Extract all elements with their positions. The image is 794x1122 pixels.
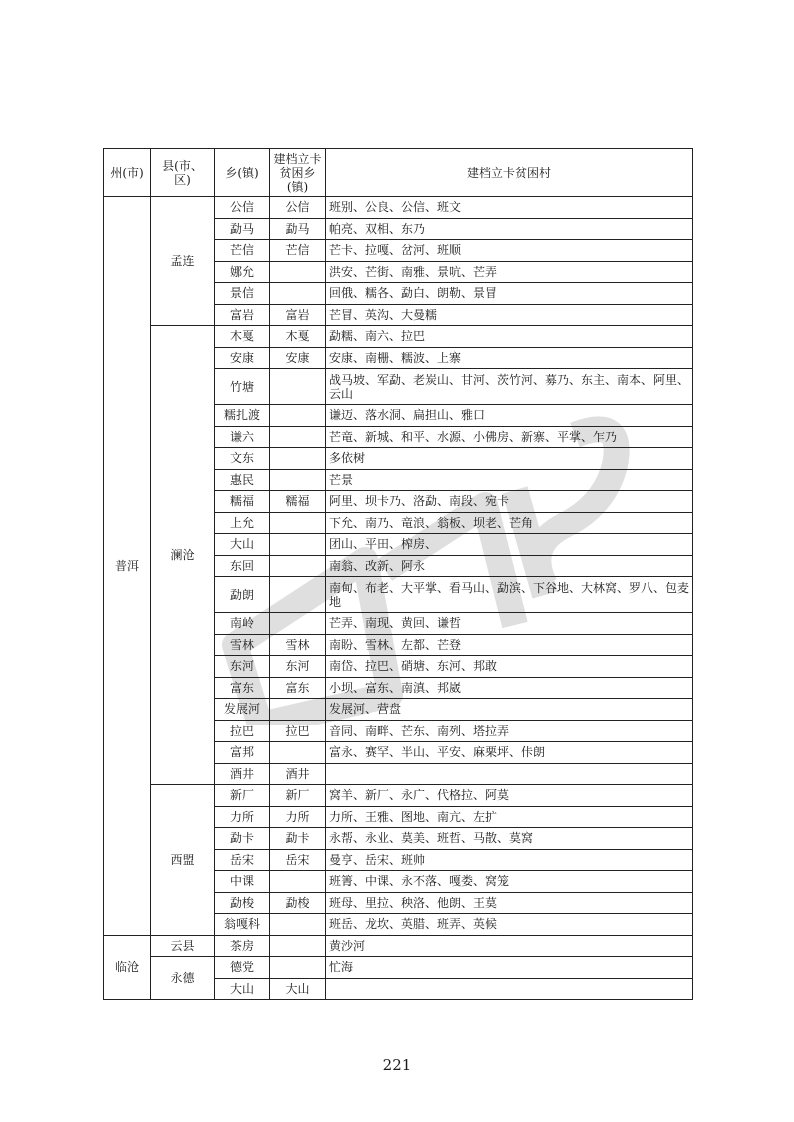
filed-village-cell: 黄沙河 — [326, 935, 693, 957]
filed-township-cell — [270, 613, 326, 635]
filed-village-cell: 永帮、永业、莫美、班哲、马散、莫窝 — [326, 828, 693, 850]
filed-village-cell: 下允、南乃、竜浪、翁板、坝老、芒角 — [326, 512, 693, 534]
township-cell: 力所 — [215, 806, 270, 828]
township-cell: 芒信 — [215, 240, 270, 262]
township-cell: 茶房 — [215, 935, 270, 957]
filed-township-cell — [270, 699, 326, 721]
filed-village-cell: 芒景 — [326, 469, 693, 491]
township-cell: 富岩 — [215, 304, 270, 326]
filed-township-cell: 糯福 — [270, 491, 326, 513]
filed-village-cell: 发展河、营盘 — [326, 699, 693, 721]
filed-village-cell: 帕亮、双相、东乃 — [326, 218, 693, 240]
filed-township-cell: 酒井 — [270, 763, 326, 785]
filed-township-cell — [270, 742, 326, 764]
county-cell: 孟连 — [151, 197, 215, 326]
header-prefecture: 州(市) — [104, 149, 151, 197]
filed-township-cell — [270, 914, 326, 936]
filed-township-cell: 富岩 — [270, 304, 326, 326]
filed-village-cell: 曼亨、岳宋、班帅 — [326, 849, 693, 871]
township-cell: 发展河 — [215, 699, 270, 721]
county-cell: 云县 — [151, 935, 215, 957]
filed-village-cell: 南翁、改新、阿永 — [326, 555, 693, 577]
township-cell: 文东 — [215, 448, 270, 470]
filed-township-cell: 勐马 — [270, 218, 326, 240]
filed-village-cell: 南岱、拉巴、硝塘、东河、邦敢 — [326, 656, 693, 678]
filed-township-cell — [270, 577, 326, 613]
filed-township-cell — [270, 405, 326, 427]
township-cell: 娜允 — [215, 261, 270, 283]
township-cell: 雪林 — [215, 634, 270, 656]
filed-township-cell: 大山 — [270, 978, 326, 1000]
township-cell: 惠民 — [215, 469, 270, 491]
township-cell: 勐卡 — [215, 828, 270, 850]
county-cell: 澜沧 — [151, 326, 215, 785]
filed-village-cell: 富永、赛罕、半山、平安、麻栗坪、佧朗 — [326, 742, 693, 764]
township-cell: 新厂 — [215, 785, 270, 807]
table-header-row — [104, 149, 693, 197]
filed-village-cell: 芒冒、英沟、大曼糯 — [326, 304, 693, 326]
filed-village-cell: 南甸、布老、大平掌、看马山、勐滨、下谷地、大林窝、罗八、包麦地 — [326, 577, 693, 613]
township-cell: 公信 — [215, 197, 270, 219]
township-cell: 上允 — [215, 512, 270, 534]
filed-village-cell: 芒卡、拉嘎、岔河、班顺 — [326, 240, 693, 262]
filed-township-cell: 东河 — [270, 656, 326, 678]
page-number: 221 — [382, 1056, 412, 1074]
township-cell: 大山 — [215, 534, 270, 556]
filed-village-cell: 班别、公良、公信、班文 — [326, 197, 693, 219]
filed-village-cell: 战马坡、军勐、老炭山、甘河、茨竹河、募乃、东主、南本、阿里、云山 — [326, 369, 693, 405]
county-cell: 永德 — [151, 957, 215, 1000]
table-row — [104, 197, 693, 219]
filed-village-cell: 安康、南栅、糯波、上寨 — [326, 347, 693, 369]
prefecture-cell: 普洱 — [104, 197, 151, 936]
filed-village-cell: 回俄、糯各、勐白、朗勒、景冒 — [326, 283, 693, 305]
filed-village-cell: 班箐、中课、永不落、嘎娄、窝笼 — [326, 871, 693, 893]
township-cell: 糯扎渡 — [215, 405, 270, 427]
filed-village-cell: 力所、王雅、图地、南亢、左扩 — [326, 806, 693, 828]
filed-township-cell: 木戛 — [270, 326, 326, 348]
filed-township-cell: 岳宋 — [270, 849, 326, 871]
filed-village-cell: 多依树 — [326, 448, 693, 470]
township-cell: 大山 — [215, 978, 270, 1000]
township-cell: 酒井 — [215, 763, 270, 785]
filed-village-cell: 忙海 — [326, 957, 693, 979]
filed-township-cell — [270, 871, 326, 893]
filed-village-cell — [326, 978, 693, 1000]
township-cell: 谦六 — [215, 426, 270, 448]
header-filed-village: 建档立卡贫困村 — [326, 149, 693, 197]
filed-township-cell: 芒信 — [270, 240, 326, 262]
filed-township-cell — [270, 369, 326, 405]
township-cell: 南岭 — [215, 613, 270, 635]
township-cell: 中课 — [215, 871, 270, 893]
filed-township-cell — [270, 555, 326, 577]
filed-township-cell: 雪林 — [270, 634, 326, 656]
filed-township-cell — [270, 426, 326, 448]
filed-village-cell: 勐糯、南六、拉巴 — [326, 326, 693, 348]
filed-village-cell: 南盼、雪林、左都、芒登 — [326, 634, 693, 656]
filed-township-cell: 勐梭 — [270, 892, 326, 914]
filed-village-cell: 团山、平田、榨房、 — [326, 534, 693, 556]
township-cell: 糯福 — [215, 491, 270, 513]
filed-township-cell: 安康 — [270, 347, 326, 369]
header-township: 乡(镇) — [215, 149, 270, 197]
filed-township-cell: 勐卡 — [270, 828, 326, 850]
township-cell: 东河 — [215, 656, 270, 678]
filed-township-cell — [270, 283, 326, 305]
township-cell: 勐朗 — [215, 577, 270, 613]
township-cell: 东回 — [215, 555, 270, 577]
prefecture-cell: 临沧 — [104, 935, 151, 1000]
table-body — [104, 197, 693, 1000]
township-cell: 勐马 — [215, 218, 270, 240]
filed-township-cell — [270, 935, 326, 957]
filed-township-cell: 富东 — [270, 677, 326, 699]
township-cell: 竹塘 — [215, 369, 270, 405]
township-cell: 翁嘎科 — [215, 914, 270, 936]
township-cell: 勐梭 — [215, 892, 270, 914]
filed-village-cell: 阿里、坝卡乃、洛勐、南段、宛卡 — [326, 491, 693, 513]
filed-township-cell: 公信 — [270, 197, 326, 219]
township-cell: 安康 — [215, 347, 270, 369]
table-row — [104, 957, 693, 979]
header-county: 县(市、区) — [151, 149, 215, 197]
filed-village-cell: 窝羊、新厂、永广、代格拉、阿莫 — [326, 785, 693, 807]
table-row — [104, 935, 693, 957]
filed-township-cell — [270, 261, 326, 283]
township-cell: 木戛 — [215, 326, 270, 348]
filed-township-cell: 拉巴 — [270, 720, 326, 742]
filed-village-cell: 音同、南畔、芒东、南列、塔拉弄 — [326, 720, 693, 742]
filed-village-cell: 芒弄、南现、黄回、谦哲 — [326, 613, 693, 635]
filed-township-cell — [270, 957, 326, 979]
filed-township-cell — [270, 512, 326, 534]
table-row — [104, 326, 693, 348]
filed-township-cell — [270, 469, 326, 491]
table-row — [104, 785, 693, 807]
township-cell: 景信 — [215, 283, 270, 305]
filed-village-cell: 谦迈、落水洞、扁担山、雅口 — [326, 405, 693, 427]
township-cell: 德党 — [215, 957, 270, 979]
township-cell: 富东 — [215, 677, 270, 699]
filed-village-cell — [326, 763, 693, 785]
filed-village-cell: 小坝、富东、南滇、邦崴 — [326, 677, 693, 699]
filed-village-cell: 芒竜、新城、和平、水源、小佛房、新寨、平掌、乍乃 — [326, 426, 693, 448]
township-cell: 拉巴 — [215, 720, 270, 742]
filed-township-cell — [270, 448, 326, 470]
filed-township-cell: 力所 — [270, 806, 326, 828]
filed-village-cell: 洪安、芒街、南雅、景吭、芒弄 — [326, 261, 693, 283]
filed-township-cell: 新厂 — [270, 785, 326, 807]
header-filed-township: 建档立卡贫困乡(镇) — [270, 149, 326, 197]
poverty-village-table — [103, 148, 693, 1000]
filed-village-cell: 班母、里拉、秧洛、他朗、王莫 — [326, 892, 693, 914]
township-cell: 岳宋 — [215, 849, 270, 871]
township-cell: 富邦 — [215, 742, 270, 764]
filed-village-cell: 班岳、龙坎、英腊、班弄、英候 — [326, 914, 693, 936]
county-cell: 西盟 — [151, 785, 215, 936]
filed-township-cell — [270, 534, 326, 556]
